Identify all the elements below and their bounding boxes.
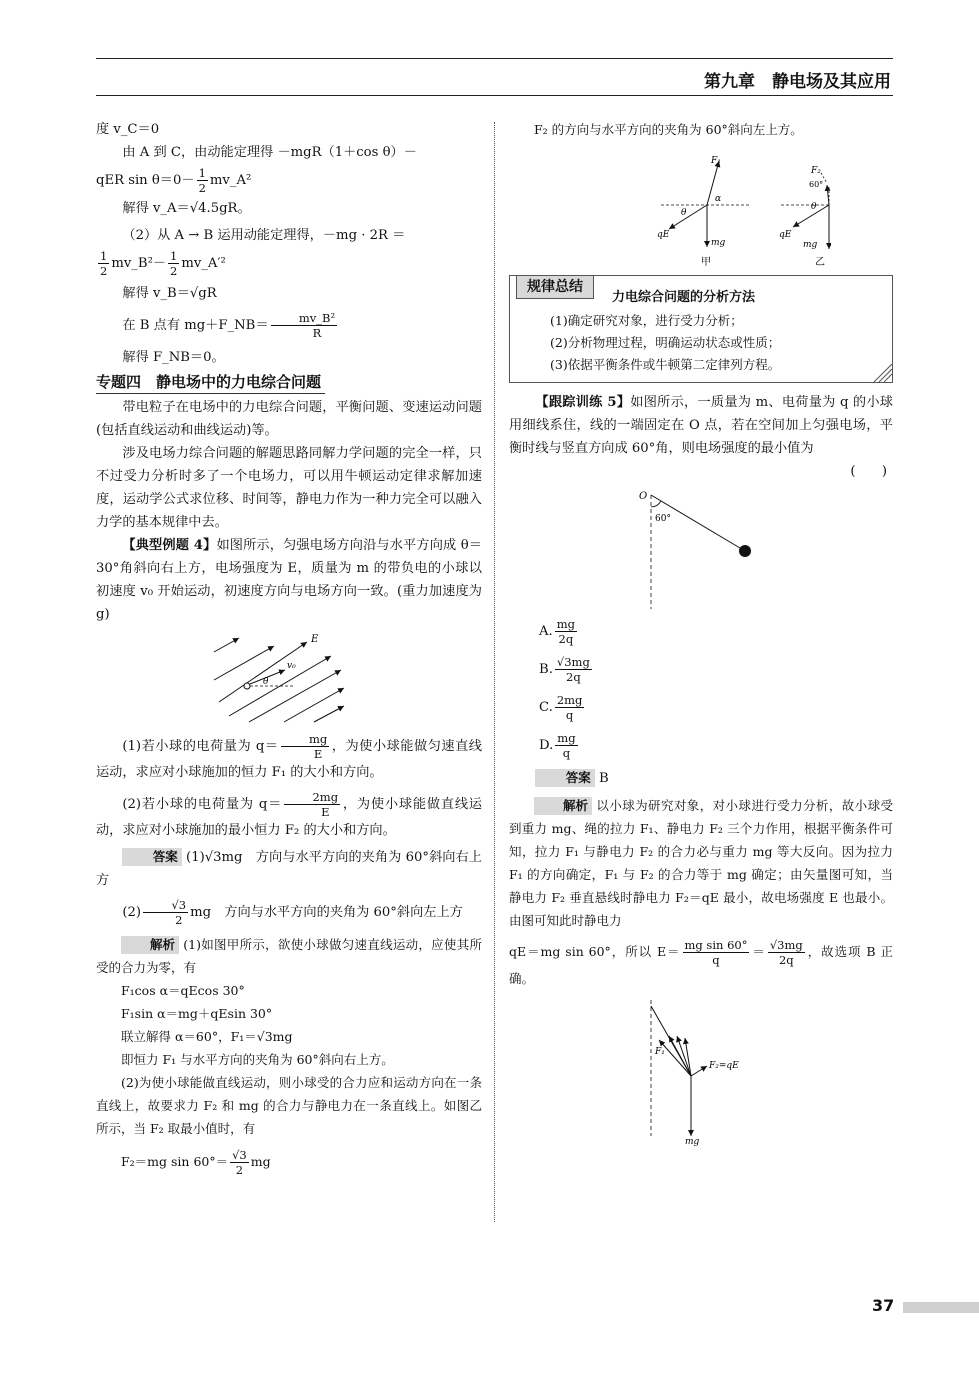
label-O: O bbox=[639, 491, 648, 502]
text-span: mv_B²－ bbox=[111, 256, 167, 271]
choice-label: D. bbox=[539, 737, 554, 753]
fraction: $\frac{mg}{2q}$ bbox=[556, 616, 575, 646]
text-span: mg 方向与水平方向的夹角为 60°斜向左上方 bbox=[190, 905, 463, 920]
label-theta: θ bbox=[263, 677, 269, 687]
text-line bbox=[96, 249, 482, 278]
text-span: (1)若小球的电荷量为 q＝ bbox=[122, 739, 279, 754]
text-span: qE＝mg sin 60°，所以 E＝ bbox=[509, 944, 681, 959]
text-span: 如图所示，一质量为 m、电荷量为 q 的小球用细线系住，线的一端固定在 O 点，若在空间加上匀强电场，平衡时线与竖直方向成 60°角，则电场强度的最小值为 bbox=[509, 395, 893, 456]
column-divider bbox=[494, 122, 495, 1222]
example-tag: 【典型例题 4】 bbox=[122, 538, 217, 553]
answer-line bbox=[509, 767, 893, 790]
right-column bbox=[509, 118, 893, 1150]
label-alpha: α bbox=[715, 194, 722, 204]
label-qE: qE bbox=[657, 230, 670, 240]
fraction: $\frac{mg}{E}$ bbox=[281, 732, 330, 761]
summary-title: 力电综合问题的分析方法 bbox=[612, 290, 756, 305]
fraction: $\frac{\text{mv\_B²}}{R}$ bbox=[271, 311, 338, 340]
text-span: ，为使小球能做匀速直线运动，求应对小球施加的恒力 F₁ 的大小和方向。 bbox=[96, 739, 482, 780]
summary-item: (3)依据平衡条件或牛顿第二定律列方程。 bbox=[550, 357, 781, 372]
text-span: 在 B 点有 mg＋F_NB＝ bbox=[122, 318, 269, 333]
fraction: $\frac{√3mg}{2q}$ bbox=[556, 654, 590, 684]
text-span: mg bbox=[250, 1154, 271, 1169]
header-rule-bottom bbox=[96, 95, 893, 96]
fraction: $\frac{1}{2}$ bbox=[100, 249, 108, 278]
header-rule-top bbox=[96, 58, 893, 59]
exercise-tag: 【跟踪训练 5】 bbox=[535, 395, 631, 410]
label-mg: mg bbox=[685, 1137, 700, 1146]
equation bbox=[96, 1148, 482, 1177]
fraction: $\frac{2mg}{q}$ bbox=[556, 692, 583, 722]
fraction: $\frac{1}{2}$ bbox=[198, 166, 206, 195]
question-1 bbox=[96, 732, 482, 784]
summary-item: (1)确定研究对象，进行受力分析； bbox=[550, 313, 743, 328]
fraction: $\frac{mg}{q}$ bbox=[557, 730, 576, 760]
answer-blank: ( ) bbox=[850, 464, 887, 479]
answer-tag: 答案 bbox=[535, 769, 594, 787]
answer-tag: 答案 bbox=[122, 848, 181, 866]
exercise-paragraph bbox=[509, 391, 893, 460]
answer-value: B bbox=[599, 771, 609, 786]
left-column bbox=[96, 118, 482, 1177]
text-span: ，故选项 B 正确。 bbox=[509, 944, 893, 986]
text-span: (2) bbox=[122, 905, 142, 920]
label-v0: v₀ bbox=[287, 661, 296, 671]
text-line: 解得 v_A＝√4.5gR。 bbox=[122, 201, 251, 216]
chapter-title: 第九章 静电场及其应用 bbox=[704, 72, 891, 92]
equation: 联立解得 α＝60°，F₁＝√3mg bbox=[121, 1029, 293, 1044]
summary-item: (2)分析物理过程，明确运动状态或性质； bbox=[550, 335, 781, 350]
equation: F₁cos α＝qEcos 30° bbox=[121, 983, 245, 998]
fraction: $\frac{√3}{2}$ bbox=[232, 1148, 247, 1177]
choice-label: C. bbox=[539, 699, 553, 715]
solution-tag: 解析 bbox=[534, 797, 592, 815]
summary-tab: 规律总结 bbox=[516, 275, 594, 299]
answer-line bbox=[96, 898, 482, 927]
choice-label: B. bbox=[539, 661, 553, 677]
summary-box bbox=[509, 275, 893, 383]
choice-b[interactable] bbox=[509, 653, 893, 685]
fraction: $\frac{1}{2}$ bbox=[170, 249, 178, 278]
label-mg: mg bbox=[711, 238, 726, 248]
caption-A: 甲 bbox=[701, 257, 711, 268]
paragraph: (2)为使小球能做直线运动，则小球受的合力应和运动方向在一条直线上，故要求力 F₂ 和 mg 的合力与静电力在一条直线上。如图乙所示，当 F₂ 取最小值时，有 bbox=[96, 1075, 482, 1136]
choice-label: A. bbox=[539, 623, 553, 639]
text-line: 度 v_C＝0 bbox=[96, 122, 160, 137]
label-E: E bbox=[311, 634, 319, 645]
text-span: ，为使小球能做直线运动，求应对小球施加的最小恒力 F₂ 的大小和方向。 bbox=[96, 797, 482, 838]
choice-c[interactable] bbox=[509, 691, 893, 723]
label-theta: θ bbox=[811, 202, 817, 212]
text-line: 解得 v_B＝√gR bbox=[122, 286, 217, 301]
text-line: 解得 F_NB＝0。 bbox=[122, 350, 225, 365]
label-60deg: 60° bbox=[655, 514, 671, 524]
page-number: 37 bbox=[872, 1296, 895, 1315]
text-line bbox=[96, 166, 482, 195]
page-bar bbox=[903, 1302, 979, 1313]
vector-figure bbox=[641, 996, 761, 1146]
text-span: mv_A′² bbox=[181, 256, 226, 271]
field-figure bbox=[209, 630, 369, 726]
fraction: $\frac{√3mg}{2q}$ bbox=[769, 938, 803, 967]
text-span: 以小球为研究对象，对小球进行受力分析，故小球受到重力 mg、绳的拉力 F₁、静电力 F₂ 三个力作用，根据平衡条件可知，拉力 F₁ 与静电力 F₂ 的合力必与重力 mg 等大反向。因为拉力 F₁ 的方向确定，F₁ 与 F₂ 的合力等于 mg 确定；由矢量图可知，当静电力 F₂ 垂直悬线时静电力 F₂＝qE 最小，故电场强度 E 也最小。由图可知此时静电力 bbox=[509, 798, 893, 928]
caption-B: 乙 bbox=[815, 257, 825, 268]
text-line bbox=[96, 311, 482, 340]
paragraph: 涉及电场力综合问题的解题思路同解力学问题的完全一样，只不过受力分析时多了一个电场力，可以用牛顿运动定律求解加速度，运动学公式求位移、时间等，静电力作为一种力完全可以融入力学的基本规律中去。 bbox=[96, 446, 482, 530]
paragraph: 带电粒子在电场中的力电综合问题，平衡问题、变速运动问题(包括直线运动和曲线运动)等。 bbox=[96, 400, 482, 438]
label-mg: mg bbox=[803, 240, 818, 250]
text-line: （2）从 A → B 运用动能定理得，－mg · 2R ＝ bbox=[122, 228, 406, 243]
equation: F₁sin α＝mg＋qEsin 30° bbox=[121, 1006, 273, 1021]
label-F2: F₂ bbox=[811, 166, 821, 176]
label-F1: F₁ bbox=[711, 156, 721, 166]
text-span: qER sin θ＝0－ bbox=[96, 173, 195, 188]
choice-a[interactable] bbox=[509, 615, 893, 647]
label-theta: θ bbox=[681, 208, 687, 218]
summary-list bbox=[550, 310, 780, 376]
text-line: 由 A 到 C，由动能定理得 －mgR（1＋cos θ）－ bbox=[122, 145, 417, 160]
question-2 bbox=[96, 790, 482, 842]
choice-d[interactable] bbox=[509, 729, 893, 761]
label-qE: qE bbox=[779, 230, 792, 240]
text-span: ＝ bbox=[751, 944, 766, 959]
solution-tag: 解析 bbox=[121, 936, 179, 954]
corner-decoration bbox=[870, 360, 892, 382]
text-span: F₂＝mg sin 60°＝ bbox=[121, 1154, 229, 1169]
equation: 即恒力 F₁ 与水平方向的夹角为 60°斜向右上方。 bbox=[121, 1052, 394, 1067]
label-60deg: 60° bbox=[809, 180, 824, 189]
example-paragraph bbox=[96, 534, 482, 626]
fraction: $\frac{2mg}{E}$ bbox=[284, 790, 340, 819]
text-span: (2)若小球的电荷量为 q＝ bbox=[122, 797, 283, 812]
answer-line bbox=[96, 846, 482, 892]
text-span: 如图所示，匀强电场方向沿与水平方向成 θ＝30°角斜向右上方，电场强度为 E，质量为 m 的带负电的小球以初速度 v₀ 开始运动，初速度方向与电场方向一致。(重力加速度为 g) bbox=[96, 538, 482, 622]
section-title: 专题四 静电场中的力电综合问题 bbox=[96, 371, 325, 394]
text-span: mv_A² bbox=[209, 173, 252, 188]
force-diagrams bbox=[571, 145, 831, 269]
fraction: $\frac{\text{mg sin 60°}}{q}$ bbox=[684, 938, 748, 967]
pendulum-figure bbox=[631, 487, 771, 611]
fraction: $\frac{√3}{2}$ bbox=[143, 898, 188, 927]
label-F1: F₁ bbox=[655, 1047, 665, 1057]
text-span: (1)如图甲所示，欲使小球做匀速直线运动，应使其所受的合力为零，有 bbox=[96, 937, 482, 975]
text-line: F₂ 的方向与水平方向的夹角为 60°斜向左上方。 bbox=[534, 122, 803, 137]
text-span: (1)√3mg 方向与水平方向的夹角为 60°斜向右上方 bbox=[96, 850, 482, 888]
solution-paragraph bbox=[96, 933, 482, 979]
label-F2: F₂=qE bbox=[709, 1061, 739, 1071]
solution-paragraph bbox=[509, 794, 893, 932]
solution-equation bbox=[509, 938, 893, 990]
